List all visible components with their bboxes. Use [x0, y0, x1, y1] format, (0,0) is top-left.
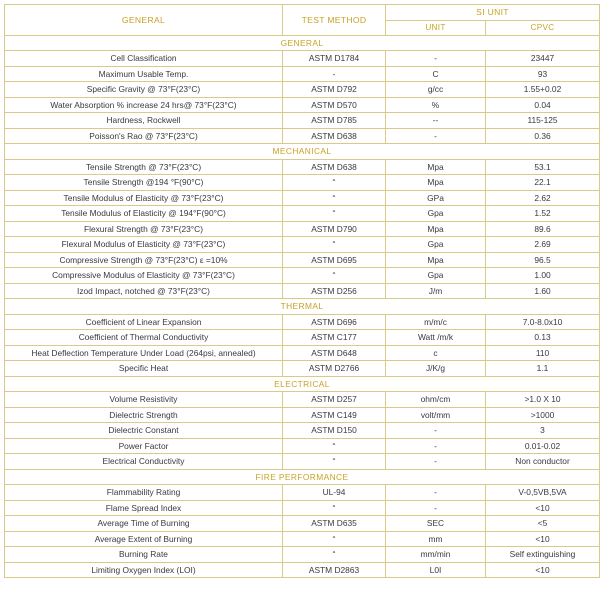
unit-cell: --: [386, 113, 486, 129]
table-row: [5, 485, 600, 501]
property-cell: Poisson's Rao @ 73°F(23°C): [5, 128, 283, 144]
table-row: [5, 562, 600, 578]
material-properties-table: [4, 4, 600, 578]
cpvc-value-cell: 1.55+0.02: [486, 82, 600, 98]
test-method-cell: “: [283, 454, 386, 470]
table-body: [5, 35, 600, 578]
cpvc-value-cell: Self extinguishing: [486, 547, 600, 563]
cpvc-value-cell: 3: [486, 423, 600, 439]
column-header-unit: UNIT: [386, 20, 486, 35]
unit-cell: volt/mm: [386, 407, 486, 423]
test-method-cell: UL-94: [283, 485, 386, 501]
property-cell: Compressive Modulus of Elasticity @ 73°F(23°C): [5, 268, 283, 284]
test-method-cell: ASTM D785: [283, 113, 386, 129]
section-title: THERMAL: [5, 299, 600, 315]
column-header-cpvc: CPVC: [486, 20, 600, 35]
table-row: [5, 407, 600, 423]
property-cell: Dielectric Strength: [5, 407, 283, 423]
test-method-cell: ASTM D2766: [283, 361, 386, 377]
property-cell: Tensile Strength @ 73°F(23°C): [5, 159, 283, 175]
cpvc-value-cell: 2.62: [486, 190, 600, 206]
table-row: [5, 51, 600, 67]
table-row: [5, 361, 600, 377]
table-row: [5, 66, 600, 82]
section-title: GENERAL: [5, 35, 600, 51]
table-row: [5, 221, 600, 237]
section-header-row: [5, 144, 600, 160]
property-cell: Tensile Modulus of Elasticity @ 73°F(23°C): [5, 190, 283, 206]
section-title: MECHANICAL: [5, 144, 600, 160]
section-title: FIRE PERFORMANCE: [5, 469, 600, 485]
unit-cell: Gpa: [386, 268, 486, 284]
table-row: [5, 128, 600, 144]
table-row: [5, 175, 600, 191]
section-header-row: [5, 469, 600, 485]
property-cell: Specific Gravity @ 73°F(23°C): [5, 82, 283, 98]
property-cell: Hardness, Rockwell: [5, 113, 283, 129]
column-header-test-method: TEST METHOD: [283, 5, 386, 36]
test-method-cell: ASTM D638: [283, 159, 386, 175]
cpvc-value-cell: <10: [486, 531, 600, 547]
property-cell: Dielectric Constant: [5, 423, 283, 439]
property-cell: Compressive Strength @ 73°F(23°C) ε =10%: [5, 252, 283, 268]
test-method-cell: “: [283, 547, 386, 563]
unit-cell: Gpa: [386, 237, 486, 253]
unit-cell: Mpa: [386, 221, 486, 237]
unit-cell: -: [386, 485, 486, 501]
header-row-main: [5, 5, 600, 21]
property-cell: Coefficient of Linear Expansion: [5, 314, 283, 330]
table-row: [5, 516, 600, 532]
test-method-cell: “: [283, 500, 386, 516]
property-cell: Flexural Modulus of Elasticity @ 73°F(23°C): [5, 237, 283, 253]
test-method-cell: “: [283, 268, 386, 284]
table-row: [5, 345, 600, 361]
test-method-cell: ASTM D792: [283, 82, 386, 98]
cpvc-value-cell: >1000: [486, 407, 600, 423]
table-row: [5, 97, 600, 113]
unit-cell: L0I: [386, 562, 486, 578]
test-method-cell: ASTM C177: [283, 330, 386, 346]
column-header-general: GENERAL: [5, 5, 283, 36]
unit-cell: Gpa: [386, 206, 486, 222]
property-cell: Tensile Strength @194 °F(90°C): [5, 175, 283, 191]
section-header-row: [5, 35, 600, 51]
test-method-cell: ASTM D1784: [283, 51, 386, 67]
property-cell: Heat Deflection Temperature Under Load (264psi, annealed): [5, 345, 283, 361]
unit-cell: ohm/cm: [386, 392, 486, 408]
property-cell: Average Time of Burning: [5, 516, 283, 532]
test-method-cell: ASTM D150: [283, 423, 386, 439]
cpvc-value-cell: 2.69: [486, 237, 600, 253]
table-row: [5, 314, 600, 330]
unit-cell: -: [386, 438, 486, 454]
property-cell: Flammability Rating: [5, 485, 283, 501]
cpvc-value-cell: 1.60: [486, 283, 600, 299]
table-row: [5, 454, 600, 470]
table-row: [5, 206, 600, 222]
table-row: [5, 283, 600, 299]
unit-cell: J/K/g: [386, 361, 486, 377]
table-header: [5, 5, 600, 36]
table-row: [5, 500, 600, 516]
test-method-cell: “: [283, 190, 386, 206]
unit-cell: Watt /m/k: [386, 330, 486, 346]
table-row: [5, 237, 600, 253]
property-cell: Specific Heat: [5, 361, 283, 377]
cpvc-value-cell: 96.5: [486, 252, 600, 268]
cpvc-value-cell: <10: [486, 562, 600, 578]
cpvc-value-cell: >1.0 X 10: [486, 392, 600, 408]
cpvc-value-cell: 89.6: [486, 221, 600, 237]
cpvc-value-cell: <10: [486, 500, 600, 516]
unit-cell: SEC: [386, 516, 486, 532]
property-cell: Volume Resistivity: [5, 392, 283, 408]
unit-cell: -: [386, 500, 486, 516]
cpvc-value-cell: 0.13: [486, 330, 600, 346]
table-row: [5, 547, 600, 563]
cpvc-value-cell: Non conductor: [486, 454, 600, 470]
column-header-si-unit: SI UNIT: [386, 5, 600, 21]
unit-cell: -: [386, 454, 486, 470]
property-cell: Electrical Conductivity: [5, 454, 283, 470]
table-row: [5, 268, 600, 284]
unit-cell: mm/min: [386, 547, 486, 563]
cpvc-value-cell: 0.36: [486, 128, 600, 144]
property-cell: Cell Classification: [5, 51, 283, 67]
test-method-cell: “: [283, 438, 386, 454]
unit-cell: Mpa: [386, 159, 486, 175]
unit-cell: -: [386, 128, 486, 144]
table-row: [5, 113, 600, 129]
unit-cell: Mpa: [386, 252, 486, 268]
test-method-cell: “: [283, 531, 386, 547]
property-cell: Flexural Strength @ 73°F(23°C): [5, 221, 283, 237]
test-method-cell: ASTM D257: [283, 392, 386, 408]
test-method-cell: ASTM D635: [283, 516, 386, 532]
unit-cell: J/m: [386, 283, 486, 299]
test-method-cell: ASTM D570: [283, 97, 386, 113]
unit-cell: m/m/c: [386, 314, 486, 330]
property-cell: Maximum Usable Temp.: [5, 66, 283, 82]
unit-cell: C: [386, 66, 486, 82]
unit-cell: Mpa: [386, 175, 486, 191]
cpvc-value-cell: 0.01-0.02: [486, 438, 600, 454]
test-method-cell: ASTM D256: [283, 283, 386, 299]
cpvc-value-cell: 110: [486, 345, 600, 361]
cpvc-value-cell: 115-125: [486, 113, 600, 129]
cpvc-value-cell: 1.1: [486, 361, 600, 377]
table-row: [5, 82, 600, 98]
cpvc-value-cell: 53.1: [486, 159, 600, 175]
property-cell: Limiting Oxygen Index (LOI): [5, 562, 283, 578]
test-method-cell: ASTM D2863: [283, 562, 386, 578]
property-cell: Izod Impact, notched @ 73°F(23°C): [5, 283, 283, 299]
property-cell: Average Extent of Burning: [5, 531, 283, 547]
unit-cell: GPa: [386, 190, 486, 206]
test-method-cell: ASTM D790: [283, 221, 386, 237]
table-row: [5, 330, 600, 346]
cpvc-value-cell: V-0,5VB,5VA: [486, 485, 600, 501]
cpvc-value-cell: 1.52: [486, 206, 600, 222]
section-header-row: [5, 376, 600, 392]
unit-cell: g/cc: [386, 82, 486, 98]
test-method-cell: ASTM D648: [283, 345, 386, 361]
table-row: [5, 438, 600, 454]
table-row: [5, 252, 600, 268]
property-cell: Water Absorption % increase 24 hrs@ 73°F(23°C): [5, 97, 283, 113]
property-cell: Tensile Modulus of Elasticity @ 194°F(90°C): [5, 206, 283, 222]
property-cell: Power Factor: [5, 438, 283, 454]
property-cell: Flame Spread Index: [5, 500, 283, 516]
table-row: [5, 190, 600, 206]
test-method-cell: -: [283, 66, 386, 82]
unit-cell: -: [386, 423, 486, 439]
test-method-cell: “: [283, 237, 386, 253]
section-header-row: [5, 299, 600, 315]
cpvc-value-cell: <5: [486, 516, 600, 532]
table-row: [5, 159, 600, 175]
test-method-cell: ASTM D638: [283, 128, 386, 144]
test-method-cell: “: [283, 175, 386, 191]
test-method-cell: “: [283, 206, 386, 222]
unit-cell: %: [386, 97, 486, 113]
cpvc-value-cell: 0.04: [486, 97, 600, 113]
test-method-cell: ASTM D696: [283, 314, 386, 330]
table-row: [5, 531, 600, 547]
property-cell: Coefficient of Thermal Conductivity: [5, 330, 283, 346]
table-row: [5, 423, 600, 439]
test-method-cell: ASTM D695: [283, 252, 386, 268]
cpvc-value-cell: 23447: [486, 51, 600, 67]
cpvc-value-cell: 1.00: [486, 268, 600, 284]
unit-cell: -: [386, 51, 486, 67]
property-cell: Burning Rate: [5, 547, 283, 563]
table-row: [5, 392, 600, 408]
cpvc-value-cell: 22.1: [486, 175, 600, 191]
cpvc-value-cell: 7.0-8.0x10: [486, 314, 600, 330]
test-method-cell: ASTM C149: [283, 407, 386, 423]
unit-cell: c: [386, 345, 486, 361]
section-title: ELECTRICAL: [5, 376, 600, 392]
unit-cell: mm: [386, 531, 486, 547]
cpvc-value-cell: 93: [486, 66, 600, 82]
